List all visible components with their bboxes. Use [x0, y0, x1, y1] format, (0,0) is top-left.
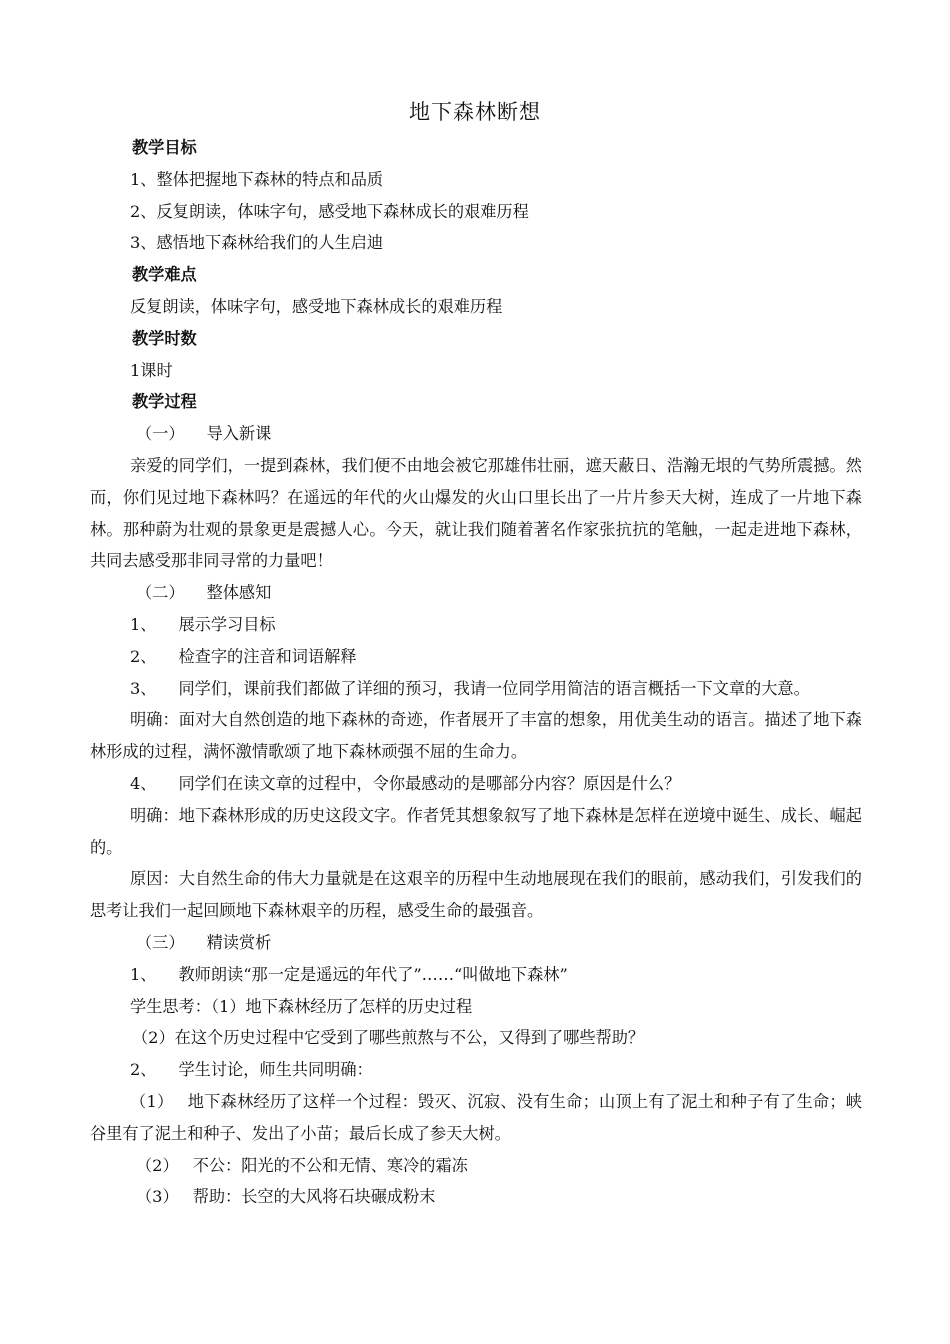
section-number: （三）: [136, 932, 185, 952]
section-title: 精读赏析: [206, 932, 272, 952]
list-item: [90, 1054, 862, 1086]
goals-heading: 教学目标: [132, 138, 197, 157]
intro-paragraph: 亲爱的同学们，一提到森林，我们便不由地会被它那雄伟壮丽，遮天蔽日、浩瀚无垠的气势所震撼。然而，你们见过地下森林吗？在遥远的年代的火山爆发的火山口里长出了一片片参天大树，连成了一片地下森林。那种蔚为壮观的景象更是震撼人心。今天，就让我们随着著名作家张抗抗的笔触，一起走进地下森林，共同去感受那非同寻常的力量吧！: [90, 455, 862, 571]
list-item-number: 2、: [130, 646, 157, 666]
list-item: [90, 673, 862, 705]
goal-item: 2、反复朗读，体味字句，感受地下森林成长的艰难历程: [130, 201, 529, 221]
section-number: （二）: [136, 583, 185, 603]
list-item-text: 学生讨论，师生共同明确：: [178, 1060, 373, 1080]
reason-paragraph: 原因：大自然生命的伟大力量就是在这艰辛的历程中生动地展现在我们的眼前，感动我们，引发我们的思考让我们一起回顾地下森林艰辛的历程，感受生命的最强音。: [90, 869, 862, 921]
goal-item: 3、感悟地下森林给我们的人生启迪: [130, 233, 384, 253]
list-item-text: 同学们，课前我们都做了详细的预习，我请一位同学用简洁的语言概括一下文章的大意。: [178, 678, 810, 698]
list-item: [90, 609, 862, 641]
answer-text: 帮助：长空的大风将石块碾成粉末: [192, 1187, 436, 1207]
section-title: 导入新课: [206, 424, 272, 444]
process-heading: 教学过程: [132, 392, 197, 412]
answer-item: [90, 1150, 862, 1182]
hours-text: 1课时: [130, 360, 173, 380]
section-heading: [90, 927, 862, 959]
document-body: [90, 132, 862, 1213]
think-question: （2）在这个历史过程中它受到了哪些煎熬与不公，又得到了哪些帮助？: [132, 1028, 645, 1048]
clarify-paragraph: 明确：面对大自然创造的地下森林的奇迹，作者展开了丰富的想象，用优美生动的语言。描述了地下森林形成的过程，满怀激情歌颂了地下森林顽强不屈的生命力。: [90, 710, 862, 762]
answer-number: （2）: [136, 1155, 179, 1175]
answer-item: [90, 1086, 862, 1150]
difficulty-text: 反复朗读，体味字句，感受地下森林成长的艰难历程: [130, 296, 503, 316]
list-item-number: 3、: [130, 678, 157, 698]
hours-heading: 教学时数: [132, 328, 197, 348]
list-item-number: 2、: [130, 1060, 157, 1080]
list-item-number: 1、: [130, 614, 157, 634]
document-title: 地下森林断想: [409, 100, 541, 124]
list-item-text: 展示学习目标: [178, 614, 276, 634]
answer-number: （3）: [136, 1187, 179, 1207]
think-question: 学生思考：（1）地下森林经历了怎样的历史过程: [130, 996, 473, 1016]
section-heading: [90, 577, 862, 609]
section-title: 整体感知: [206, 583, 272, 603]
answer-item: [90, 1181, 862, 1213]
section-heading: [90, 418, 862, 450]
list-item-text: 检查字的注音和词语解释: [178, 646, 357, 666]
answer-text: 不公：阳光的不公和无情、寒冷的霜冻: [192, 1155, 468, 1175]
answer-text: 地下森林经历了这样一个过程：毁灭、沉寂、没有生命；山顶上有了泥土和种子有了生命；峡谷里有了泥土和种子、发出了小苗；最后长成了参天大树。: [90, 1091, 862, 1143]
clarify-paragraph: 明确：地下森林形成的历史这段文字。作者凭其想象叙写了地下森林是怎样在逆境中诞生、成长、崛起的。: [90, 805, 862, 857]
list-item-number: 1、: [130, 964, 157, 984]
difficulty-heading: 教学难点: [132, 265, 197, 285]
list-item: [90, 641, 862, 673]
goal-item: 1、整体把握地下森林的特点和品质: [130, 169, 384, 189]
list-item: [90, 959, 862, 991]
list-item-text: 同学们在读文章的过程中，令你最感动的是哪部分内容？原因是什么？: [178, 773, 681, 793]
answer-number: （1）: [130, 1091, 174, 1111]
list-item-number: 4、: [130, 773, 157, 793]
section-number: （一）: [136, 424, 185, 444]
list-item-text: 教师朗读“那一定是遥远的年代了”……“叫做地下森林”: [178, 964, 568, 984]
list-item: [90, 768, 862, 800]
